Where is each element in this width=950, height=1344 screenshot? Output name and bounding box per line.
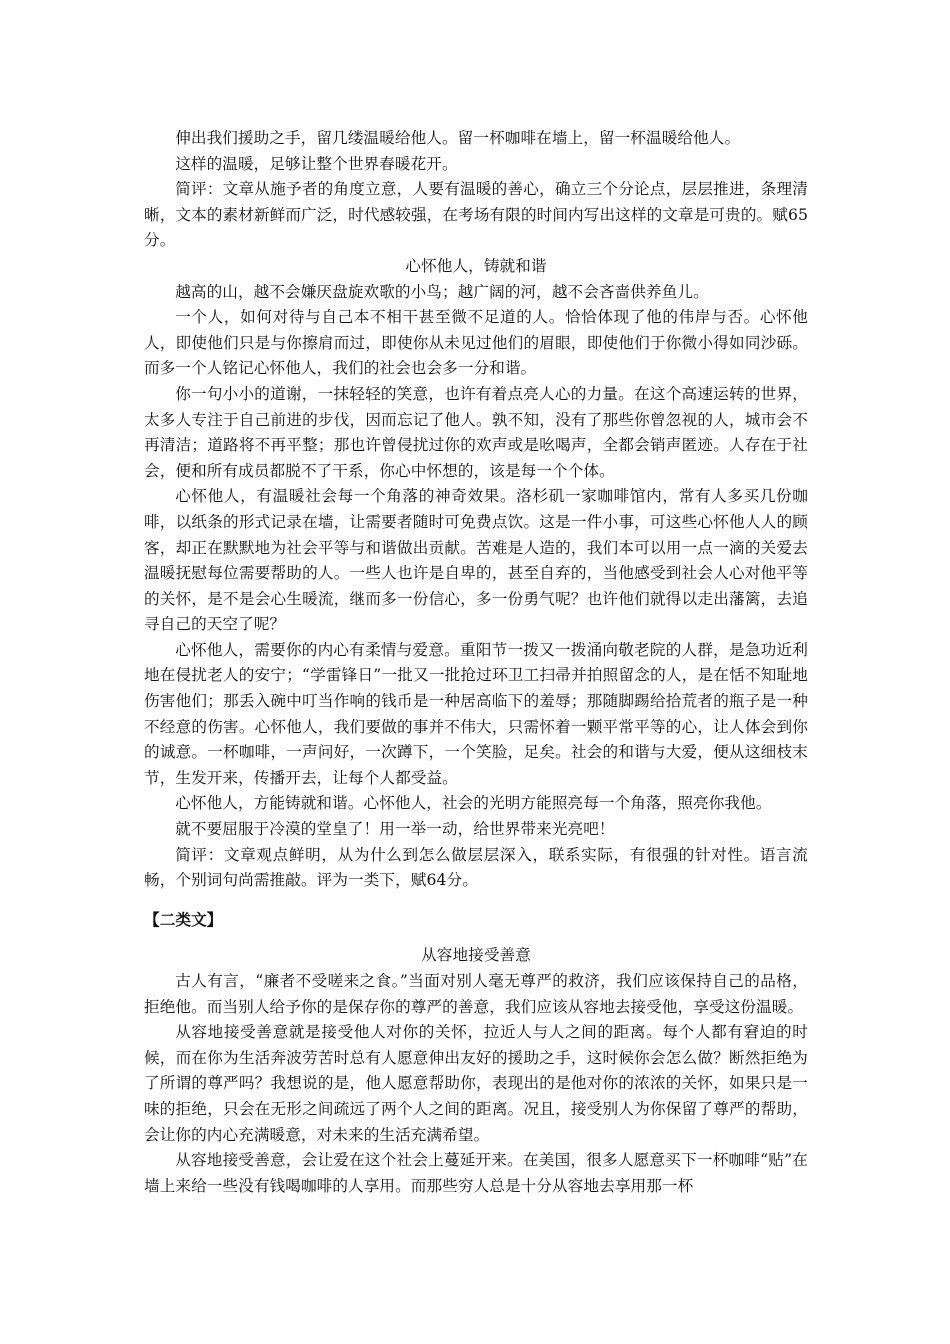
paragraph: 就不要屈服于冷漠的堂皇了！用一举一动，给世界带来光亮吧！ [175,820,615,839]
comment-paragraph: 简评：文章观点鲜明，从为什么到怎么做层层深入，联系实际，有很强的针对性。语言流畅，个别词句尚需推敲。评为一类下，赋64分。 [144,845,808,890]
paragraph: 从容地接受善意就是接受他人对你的关怀，拉近人与人之间的距离。每个人都有窘迫的时候，而在你为生活奔波劳苦时总有人愿意伸出友好的援助之手，这时候你会怎么做？断然拒绝为了所谓的尊严吗？我想说的是，他人愿意帮助你，表现出的是他对你的浓浓的关怀，如果只是一味的拒绝，只会在无形之间疏远了两个人之间的距离。况且，接受别人为你保留了尊严的帮助，会让你的内心充满暖意，对未来的生活充满希望。 [144,1023,808,1144]
document-page [144,126,808,1199]
essay-title: 心怀他人，铸就和谐 [405,256,547,275]
paragraph: 心怀他人，方能铸就和谐。心怀他人，社会的光明方能照亮每一个角落，照亮你我他。 [175,794,772,813]
paragraph: 一个人，如何对待与自己本不相干甚至微不足道的人。恰恰体现了他的伟岸与否。心怀他人，即使他们只是与你擦肩而过，即使你从未见过他们的眉眼，即使他们于你微小得如同沙砾。而多一个人铭记心怀他人，我们的社会也会多一分和谐。 [144,308,808,378]
comment-paragraph: 简评：文章从施予者的角度立意，人要有温暖的善心，确立三个分论点，层层推进，条理清晰，文本的素材新鲜而广泛，时代感较强，在考场有限的时间内写出这样的文章是可贵的。赋65分。 [144,180,808,250]
essay-title: 从容地接受善意 [421,946,531,965]
section-heading: 【二类文】 [144,910,223,929]
spacer [144,933,808,943]
paragraph: 心怀他人，需要你的内心有柔情与爱意。重阳节一拨又一拨涌向敬老院的人群，是急功近利地在侵扰老人的安宁；“学雷锋日”一批又一批抢过环卫工扫帚并拍照留念的人，是在恬不知耻地伤害他们；那丢入碗中叮当作响的钱币是一种居高临下的羞辱；那随脚踢给拾荒者的瓶子是一种不经意的伤害。心怀他人，我们要做的事并不伟大，只需怀着一颗平常平等的心，让人体会到你的诚意。一杯咖啡，一声问好，一次蹲下，一个笑脸，足矣。社会的和谐与大爱，便从这细枝末节，生发开来，传播开去，让每个人都受益。 [144,640,808,787]
paragraph: 古人有言，“廉者不受嗟来之食。”当面对别人毫无尊严的救济，我们应该保持自己的品格，拒绝他。而当别人给予你的是保存你的尊严的善意，我们应该从容地去接受他，享受这份温暖。 [144,972,808,1016]
spacer [144,894,808,908]
paragraph: 你一句小小的道谢，一抹轻轻的笑意，也许有着点亮人心的力量。在这个高速运转的世界，太多人专注于自己前进的步伐，因而忘记了他人。孰不知，没有了那些你曾忽视的人，城市会不再清洁；道路将不再平整；那也许曾侵扰过你的欢声或是吆喝声，全都会销声匿迹。人存在于社会，便和所有成员都脱不了干系，你心中怀想的，该是每一个个体。 [144,384,808,480]
paragraph: 越高的山，越不会嫌厌盘旋欢歌的小鸟；越广阔的河，越不会吝啬供养鱼儿。 [175,282,709,301]
paragraph: 这样的温暖，足够让整个世界春暖花开。 [175,154,458,173]
paragraph: 心怀他人，有温暖社会每一个角落的神奇效果。洛杉矶一家咖啡馆内，常有人多买几份咖啡，以纸条的形式记录在墙，让需要者随时可免费点饮。这是一件小事，可这些心怀他人人的顾客，却正在默默地为社会平等与和谐做出贡献。苦难是人造的，我们本可以用一点一滴的关爱去温暖抚慰每位需要帮助的人。一些人也许是自卑的，甚至自弃的，当他感受到社会人心对他平等的关怀，是不是会心生暖流，继而多一份信心，多一份勇气呢？也许他们就得以走出藩篱，去追寻自己的天空了呢？ [144,487,808,634]
paragraph: 从容地接受善意，会让爱在这个社会上蔓延开来。在美国，很多人愿意买下一杯咖啡“贴”在墙上来给一些没有钱喝咖啡的人享用。而那些穷人总是十分从容地去享用那一杯 [144,1151,808,1195]
paragraph: 伸出我们援助之手，留几缕温暖给他人。留一杯咖啡在墙上，留一杯温暖给他人。 [175,129,741,147]
